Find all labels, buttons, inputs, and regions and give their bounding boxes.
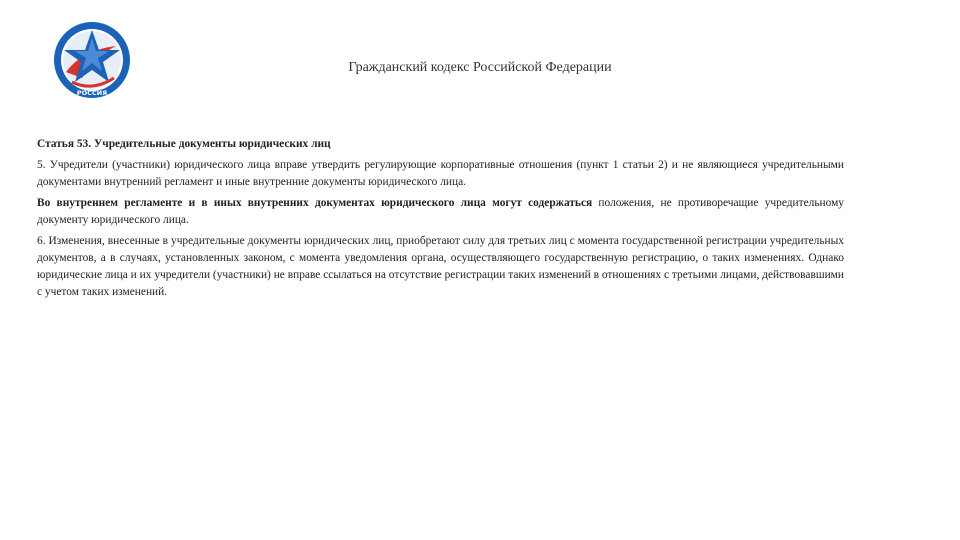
bold-emphasis: Во внутреннем регламенте и в иных внутренних документах юридического лица могут содержаться [37, 197, 593, 209]
page-title: Гражданский кодекс Российской Федерации [348, 60, 612, 75]
article-body [37, 136, 844, 305]
logo [52, 20, 132, 104]
article-heading: Статья 53. Учредительные документы юридических лиц [37, 138, 331, 150]
paragraph-6: 6. Изменения, внесенные в учредительные документы юридических лиц, приобретают силу для третьих лиц с момента государственной регистрации учредительных документов, а в случаях, установленных законом, с момента уведомления органа, осуществляющего государственную регистрацию, о таких изменениях. Однако юридические лица и их учредители (участники) не вправе ссылаться на отсутствие регистрации таких изменений в отношениях с третьими лицами, действовавшими с учетом таких изменений. [37, 235, 844, 298]
paragraph-5: 5. Учредители (участники) юридического лица вправе утвердить регулирующие корпоративные отношения (пункт 1 статьи 2) и не являющиеся учредительными документами внутренний регламент и иные внутренние документы юридического лица. [37, 159, 844, 188]
paragraph-continuation: положения, не противоречащие учредительному документу юридического лица. [37, 197, 845, 226]
logo-ring-text: РОССИЯ [76, 89, 108, 97]
paragraph-internal-docs [37, 195, 844, 229]
star-emblem-icon [52, 20, 132, 104]
